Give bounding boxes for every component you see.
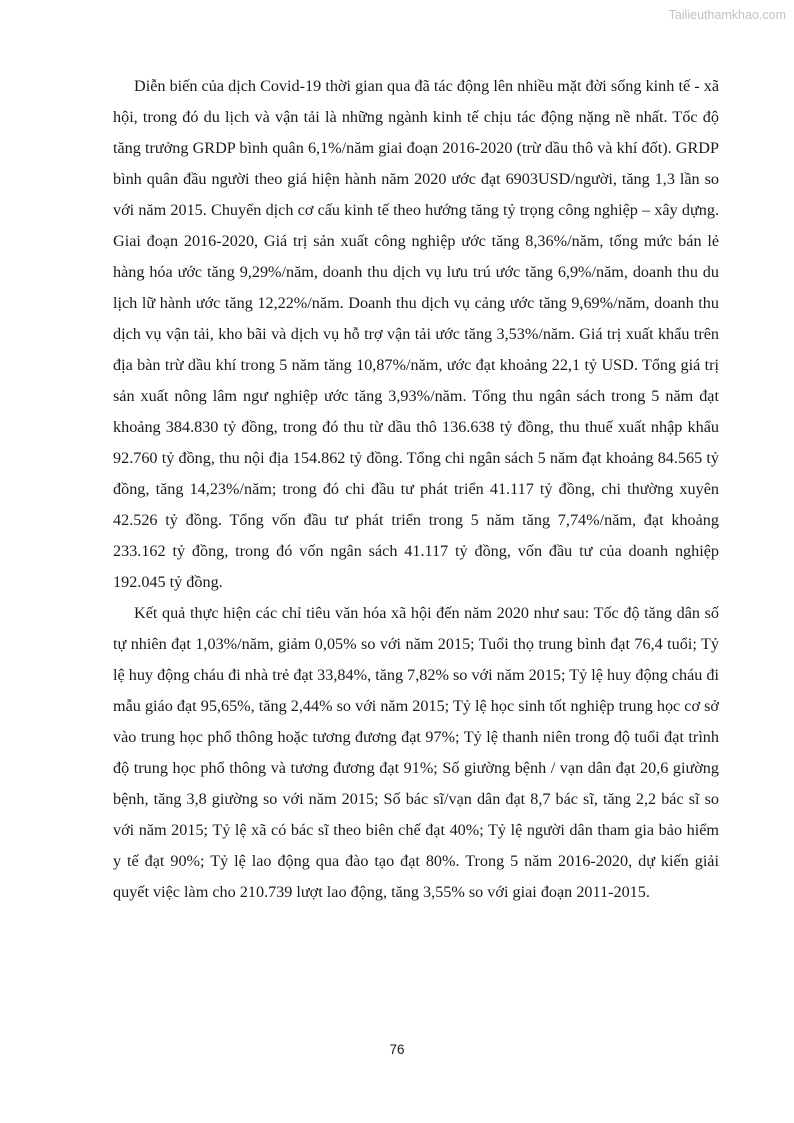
paragraph-social: Kết quả thực hiện các chỉ tiêu văn hóa xã hội đến năm 2020 như sau: Tốc độ tăng dân số tự nhiên đạt 1,03%/năm, giảm 0,05% so với năm 2015; Tuổi thọ trung bình đạt 76,4 tuổi; Tỷ lệ huy động cháu đi nhà trẻ đạt 33,84%, tăng 7,82% so với năm 2015; Tỷ lệ huy động cháu đi mẫu giáo đạt 95,65%, tăng 2,44% so với năm 2015; Tỷ lệ học sinh tốt nghiệp trung học cơ sở vào trung học phổ thông hoặc tương đương đạt 97%; Tỷ lệ thanh niên trong độ tuổi đạt trình độ trung học phổ thông và tương đương đạt 91%; Số giường bệnh / vạn dân đạt 20,6 giường bệnh, tăng 3,8 giường so với năm 2015; Số bác sĩ/vạn dân đạt 8,7 bác sĩ, tăng 2,2 bác sĩ so với năm 2015; Tỷ lệ xã có bác sĩ theo biên chế đạt 40%; Tỷ lệ người dân tham gia bảo hiểm y tế đạt 90%; Tỷ lệ lao động qua đào tạo đạt 80%. Trong 5 năm 2016-2020, dự kiến giải quyết việc làm cho 210.739 lượt lao động, tăng 3,55% so với giai đoạn 2011-2015. [113, 604, 719, 901]
watermark: Tailieuthamkhao.com [668, 8, 786, 22]
paragraph-economy: Diễn biến của dịch Covid-19 thời gian qua đã tác động lên nhiều mặt đời sống kinh tế - xã hội, trong đó du lịch và vận tải là những ngành kinh tế chịu tác động nặng nề nhất. Tốc độ tăng trưởng GRDP bình quân 6,1%/năm giai đoạn 2016-2020 (trừ dầu thô và khí đốt). GRDP bình quân đầu người theo giá hiện hành năm 2020 ước đạt 6903USD/người, tăng 1,3 lần so với năm 2015. Chuyển dịch cơ cấu kinh tế theo hướng tăng tỷ trọng công nghiệp – xây dựng. Giai đoạn 2016-2020, Giá trị sản xuất công nghiệp ước tăng 8,36%/năm, tổng mức bán lẻ hàng hóa ước tăng 9,29%/năm, doanh thu dịch vụ lưu trú ước tăng 6,9%/năm, doanh thu du lịch lữ hành ước tăng 12,22%/năm. Doanh thu dịch vụ cảng ước tăng 9,69%/năm, doanh thu dịch vụ vận tải, kho bãi và dịch vụ hỗ trợ vận tải ước tăng 3,53%/năm. Giá trị xuất khẩu trên địa bàn trừ dầu khí trong 5 năm tăng 10,87%/năm, ước đạt khoảng 22,1 tỷ USD. Tổng giá trị sản xuất nông lâm ngư nghiệp ước tăng 3,93%/năm. Tổng thu ngân sách trong 5 năm đạt khoảng 384.830 tỷ đồng, trong đó thu từ dầu thô 136.638 tỷ đồng, thu thuế xuất nhập khẩu 92.760 tỷ đồng, thu nội địa 154.862 tỷ đồng. Tổng chi ngân sách 5 năm đạt khoảng 84.565 tỷ đồng, tăng 14,23%/năm; trong đó chi đầu tư phát triển 41.117 tỷ đồng, chi thường xuyên 42.526 tỷ đồng. Tổng vốn đầu tư phát triển trong 5 năm tăng 7,74%/năm, đạt khoảng 233.162 tỷ đồng, trong đó vốn ngân sách 41.117 tỷ đồng, vốn đầu tư của doanh nghiệp 192.045 tỷ đồng. [113, 77, 719, 591]
document-body [113, 71, 719, 908]
page-number: 76 [389, 1042, 405, 1057]
